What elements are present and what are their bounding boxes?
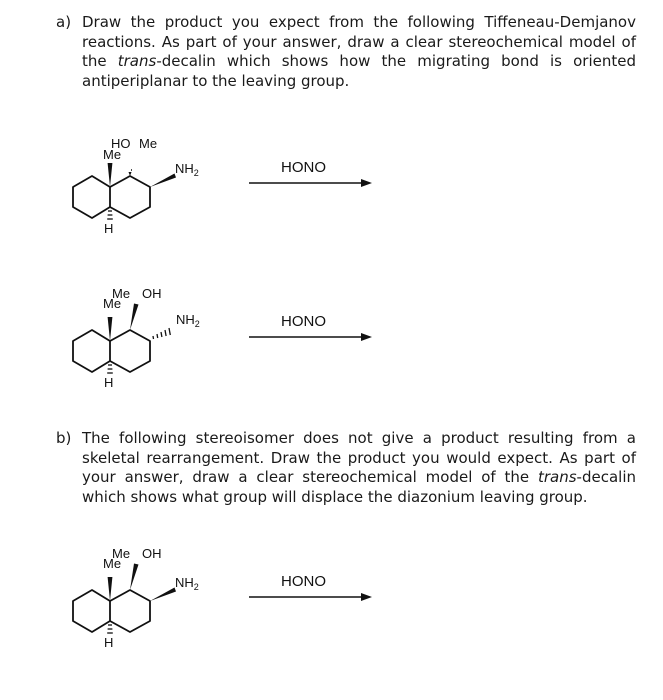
part-b-question (56, 429, 636, 507)
methyl-label: Me (139, 136, 158, 151)
reaction-3 (0, 542, 663, 682)
amine-label: $NH_2$ (176, 312, 200, 329)
methyl-label: Me (103, 556, 122, 571)
part-b-text: The following stereoisomer does not give a product resulting from a skeletal rearrangement. Draw the product you would expect. As part of your answer, draw a clear stereochemical model of the trans-decalin which shows what group will displace the diazonium leaving group. (82, 429, 636, 506)
reaction-2-scheme (0, 282, 663, 422)
amine-label: $NH_2$ (175, 161, 199, 178)
part-b-label: b) (56, 429, 72, 447)
hydrogen-label: H (104, 375, 114, 390)
hydroxyl-label: OH (142, 286, 162, 301)
reagent-label: HONO (281, 573, 326, 590)
reaction-2 (0, 282, 663, 422)
reagent-label: HONO (281, 313, 326, 330)
part-a-question (56, 13, 636, 91)
methyl-label: Me (103, 147, 122, 162)
methyl-label: Me (112, 286, 131, 301)
hydroxyl-label: HO (111, 136, 131, 151)
hydrogen-label: H (104, 635, 114, 650)
reaction-arrow (249, 593, 372, 601)
methyl-label: Me (103, 296, 122, 311)
part-b-emphasis: trans (537, 468, 577, 486)
reaction-1 (0, 128, 663, 268)
reaction-3-scheme (0, 542, 663, 682)
hydroxyl-label: OH (142, 546, 162, 561)
amine-label: $NH_2$ (175, 575, 199, 592)
part-a-text: Draw the product you expect from the following Tiffeneau-Demjanov reactions. As part of your answer, draw a clear stereochemical model of the trans-decalin which shows how the migrating bond is oriented antiperiplanar to the leaving group. (82, 13, 636, 90)
hydrogen-label: H (104, 221, 114, 236)
methyl-label: Me (112, 546, 131, 561)
part-a-label: a) (56, 13, 72, 31)
reaction-arrow (249, 333, 372, 341)
reaction-1-scheme (0, 128, 663, 268)
part-a-emphasis: trans (117, 52, 157, 70)
reagent-label: HONO (281, 159, 326, 176)
reaction-arrow (249, 179, 372, 187)
